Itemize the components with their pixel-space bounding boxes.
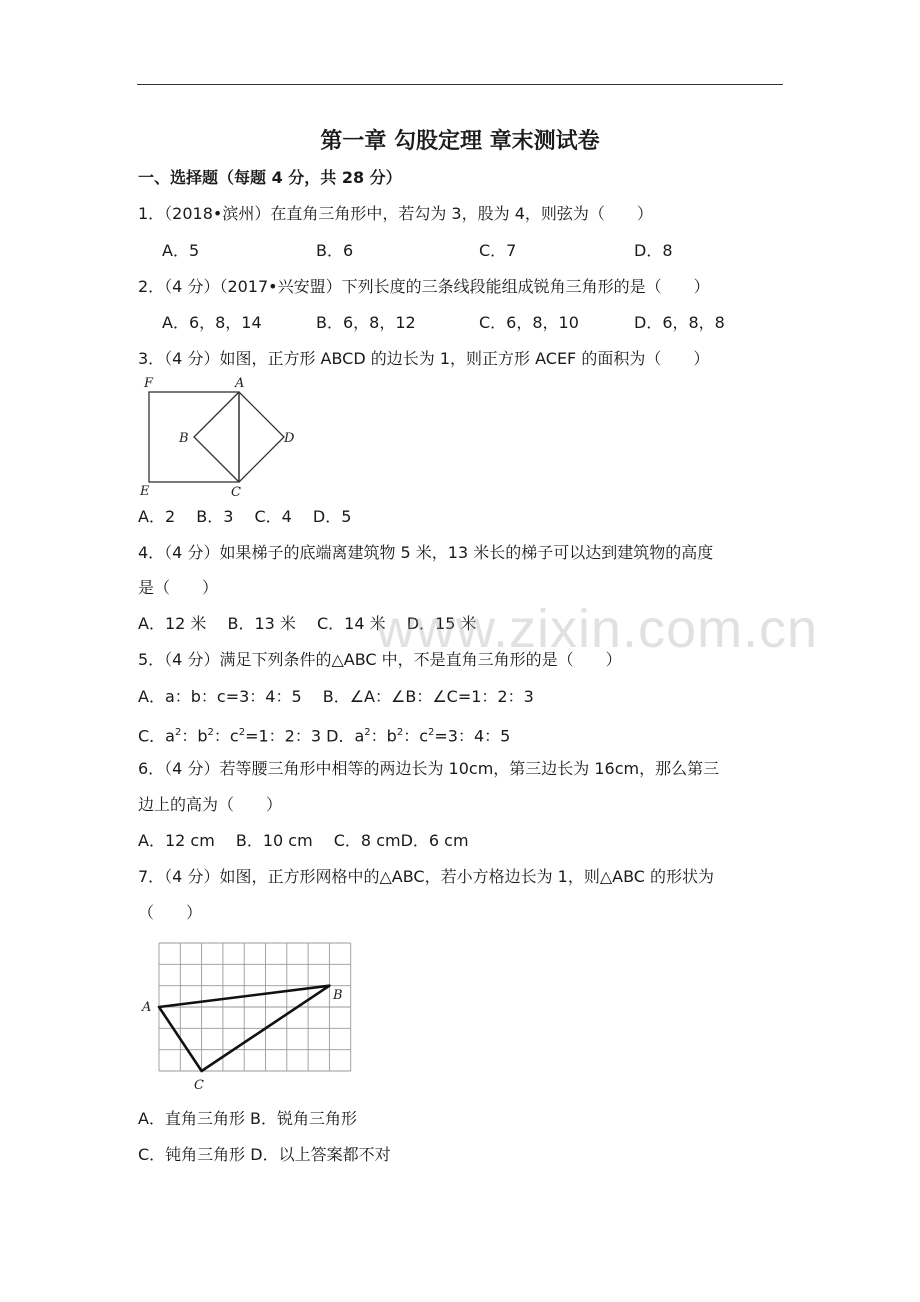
question-3-stem: 3．（4 分）如图，正方形 ABCD 的边长为 1，则正方形 ACEF 的面积为（ ） <box>138 349 710 368</box>
header-rule <box>137 84 783 85</box>
q6-options: A．12 cm B．10 cm C．8 cmD．6 cm <box>138 831 469 850</box>
q1-option-d: D．8 <box>634 241 673 260</box>
section-heading: 一、选择题（每题 4 分，共 28 分） <box>138 168 402 187</box>
q5-options-row2: C．$a^2$：$b^2$：$c^2=1$：2：3 D．$a^2$：$b^2$：$c^2=3$：4：5 <box>138 726 511 746</box>
label-c: C <box>231 485 241 500</box>
label-a: A <box>235 376 245 391</box>
q5-options-row1: A．a：b：c=3：4：5 B．∠A：∠B：∠C=1：2：3 <box>138 687 534 706</box>
q3-options: A．2 B．3 C．4 D．5 <box>138 507 352 526</box>
question-4-stem-cont: 是（ ） <box>138 578 219 597</box>
q1-option-a: A．5 <box>162 241 200 260</box>
question-1-stem: 1．（2018•滨州）在直角三角形中，若勾为 3，股为 4，则弦为（ ） <box>138 204 653 223</box>
q2-option-a: A．6，8，14 <box>162 313 262 332</box>
page-title: 第一章 勾股定理 章末测试卷 <box>320 128 600 154</box>
label-b: B <box>179 431 189 446</box>
label-d: D <box>284 431 295 446</box>
grid-label-b: B <box>333 988 343 1003</box>
question-6-stem: 6．（4 分）若等腰三角形中相等的两边长为 10cm，第三边长为 16cm，那么第三 <box>138 759 720 778</box>
label-e: E <box>140 484 150 499</box>
watermark: www.zixin.com.cn <box>376 599 819 659</box>
question-4-stem: 4．（4 分）如果梯子的底端离建筑物 5 米，13 米长的梯子可以达到建筑物的高度 <box>138 543 714 562</box>
q7-grid-figure <box>136 936 366 1096</box>
q4-options: A．12 米 B．13 米 C．14 米 D．15 米 <box>138 614 477 633</box>
question-5-stem: 5．（4 分）满足下列条件的△ABC 中，不是直角三角形的是（ ） <box>138 650 622 669</box>
grid-label-c: C <box>194 1078 204 1093</box>
grid-label-a: A <box>142 1000 152 1015</box>
q2-option-b: B．6，8，12 <box>316 313 416 332</box>
q3-square-figure <box>136 372 306 502</box>
q7-options-row2: C．钝角三角形 D．以上答案都不对 <box>138 1145 391 1164</box>
question-2-stem: 2．（4 分）（2017•兴安盟）下列长度的三条线段能组成锐角三角形的是（ ） <box>138 277 710 296</box>
q2-option-d: D．6，8，8 <box>634 313 725 332</box>
q7-options-row1: A．直角三角形 B．锐角三角形 <box>138 1109 358 1128</box>
question-6-stem-cont: 边上的高为（ ） <box>138 795 283 814</box>
q1-option-c: C．7 <box>479 241 517 260</box>
q2-option-c: C．6，8，10 <box>479 313 579 332</box>
label-f: F <box>144 376 154 391</box>
q1-option-b: B．6 <box>316 241 354 260</box>
question-7-stem: 7．（4 分）如图，正方形网格中的△ABC，若小方格边长为 1，则△ABC 的形状为 <box>138 867 715 886</box>
question-7-stem-cont: （ ） <box>138 903 203 922</box>
